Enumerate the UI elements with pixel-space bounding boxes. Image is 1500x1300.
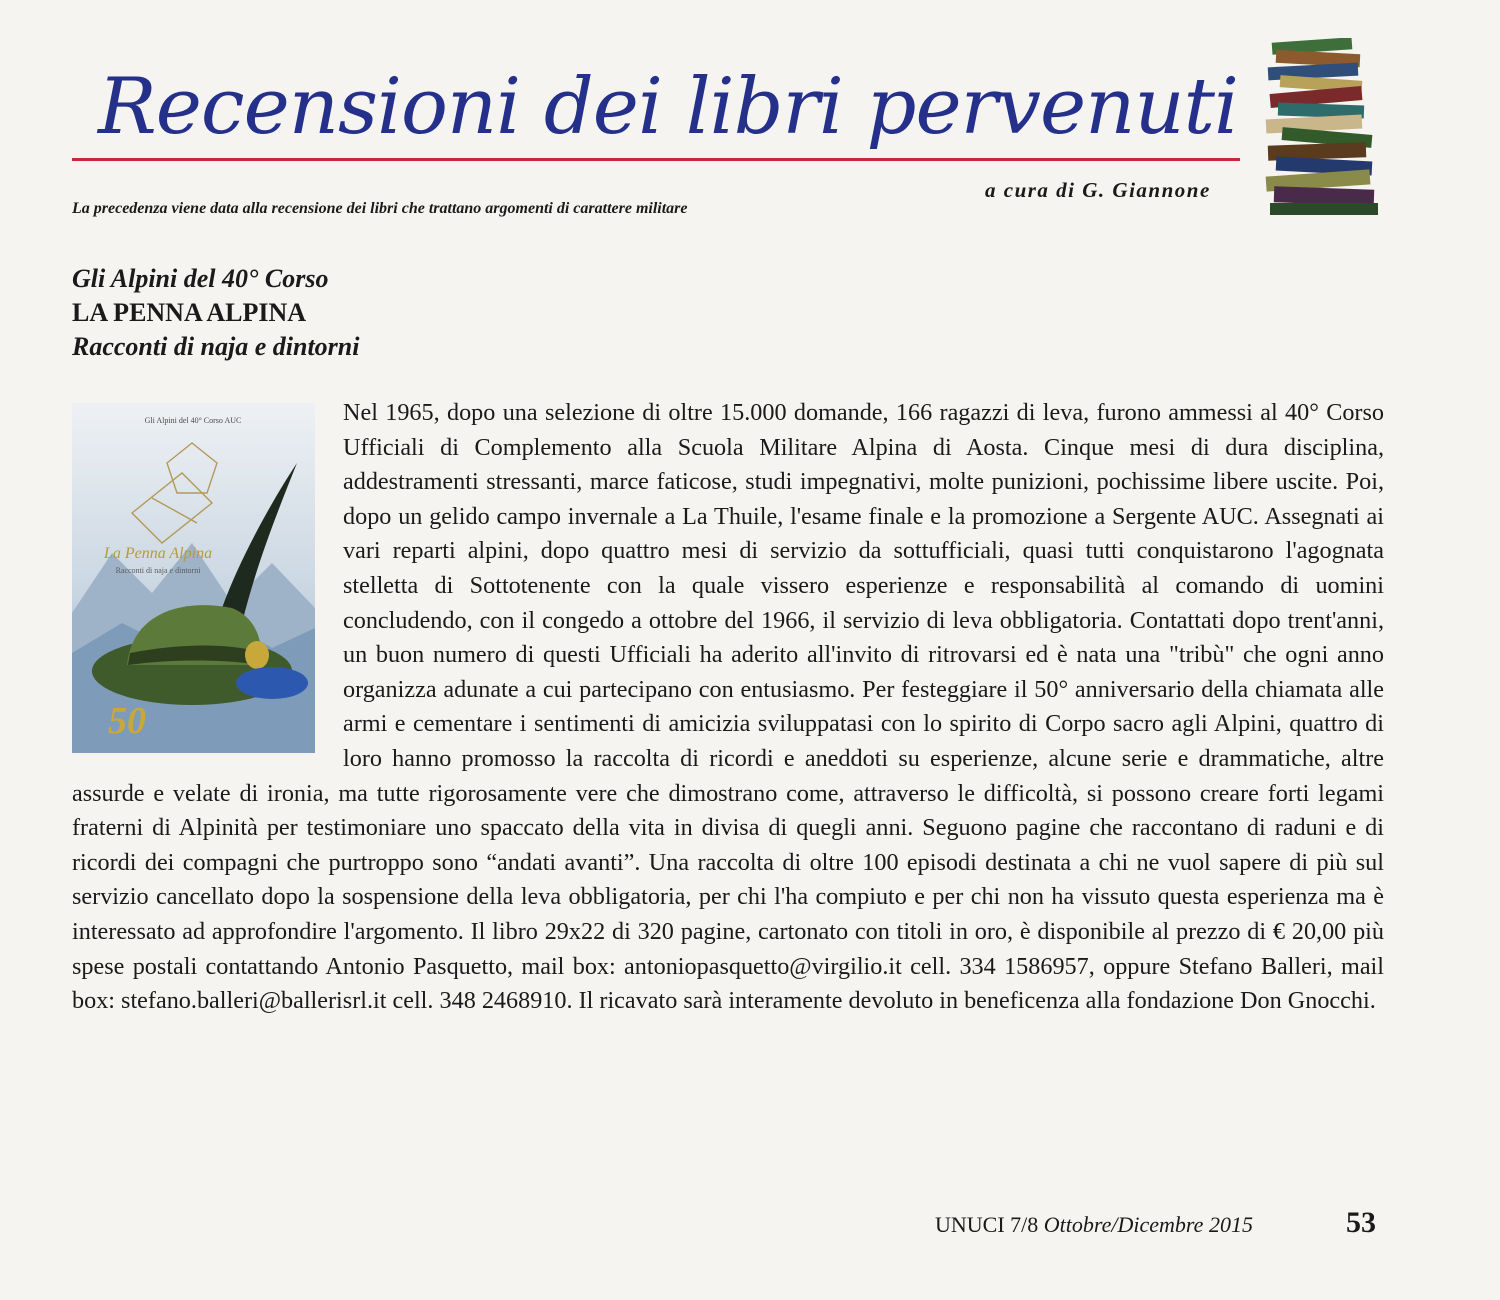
cover-title: La Penna Alpina (103, 545, 213, 562)
page-number: 53 (1346, 1206, 1376, 1239)
cover-subtitle: Racconti di naja e dintorni (115, 566, 201, 575)
cover-anniversary: 50 (108, 700, 146, 742)
book-title-line1: Gli Alpini del 40° Corso (72, 264, 329, 293)
cover-top-label: Gli Alpini del 40° Corso AUC (144, 416, 242, 425)
book-title-line2: LA PENNA ALPINA (72, 298, 307, 327)
cover-text-wrap (72, 396, 343, 761)
book-title-block (72, 262, 360, 364)
precedence-note: La precedenza viene data alla recensione dei libri che trattano argomenti di carattere militare (72, 200, 688, 217)
review-text: Nel 1965, dopo una selezione di oltre 15.000 domande, 166 ragazzi di leva, furono ammessi al 40° Corso Ufficiali di Complemento alla Scuola Militare Alpina di Aosta. Cinque mesi di dura disciplina, addestramenti stressanti, marce faticose, studi impegnativi, molte punizioni, pochissime libere uscite. Poi, dopo un gelido campo invernale a La Thuile, l'esame finale e la promozione a Sergente AUC. Assegnati ai vari reparti alpini, dopo quattro mesi di servizio da sottufficiali, quasi tutti conquistarono l'agognata stelletta di Sottotenente con la quale vissero esperienze e responsabilità al comando di uomini concludendo, con il congedo a ottobre del 1966, il servizio di leva obbligatoria. Contattati dopo trent'anni, un buon numero di questi Ufficiali ha aderito all'invito di ritrovarsi ed è nata una "tribù" che ogni anno organizza adunate a cui partecipano con entusiasmo. Per festeggiare il 50° anniversario della chiamata alle armi e cementare i sentimenti di amicizia sviluppatasi con lo spirito di Corpo sacro agli Alpini, quattro di loro hanno promosso la raccolta di ricordi e aneddoti su esperienze, alcune serie e drammatiche, altre assurde e velate di ironia, ma tutte rigorosamente vere che dimostrano come, attraverso le difficoltà, si possono creare forti legami fraterni di Alpinità per testimoniare uno spaccato della vita in divisa di quegli anni. Seguono pagine che raccontano di raduni e di ricordi dei compagni che purtroppo sono “andati avanti”. Una raccolta di oltre 100 episodi destinata a chi ne vuol sapere di più sul servizio cancellato dopo la sospensione della leva obbligatoria, per chi l'ha compiuto e per chi non ha vissuto questa esperienza ma è interessato ad approfondire l'argomento. Il libro 29x22 di 320 pagine, cartonato con titoli in oro, è disponibile al prezzo di € 20,00 più spese postali contattando Antonio Pasquetto, mail box: antoniopasquetto@virgilio.it cell. 334 1586957, oppure Stefano Balleri, mail box: stefano.balleri@ballerisrl.it cell. 348 2468910. Il ricavato sarà interamente devoluto in beneficenza alla fondazione Don Gnocchi. (72, 399, 1384, 1015)
book-subtitle: Racconti di naja e dintorni (72, 332, 360, 361)
journal-footer (935, 1212, 1253, 1238)
journal-date: Ottobre/Dicembre 2015 (1043, 1212, 1253, 1237)
section-title: Recensioni dei libri pervenuti (98, 62, 1238, 152)
journal-issue: UNUCI 7/8 (935, 1212, 1039, 1237)
title-underline (72, 158, 1240, 161)
curator-credit: a cura di G. Giannone (985, 178, 1211, 202)
review-body (72, 396, 1384, 1019)
book-stack-icon (1262, 38, 1382, 216)
